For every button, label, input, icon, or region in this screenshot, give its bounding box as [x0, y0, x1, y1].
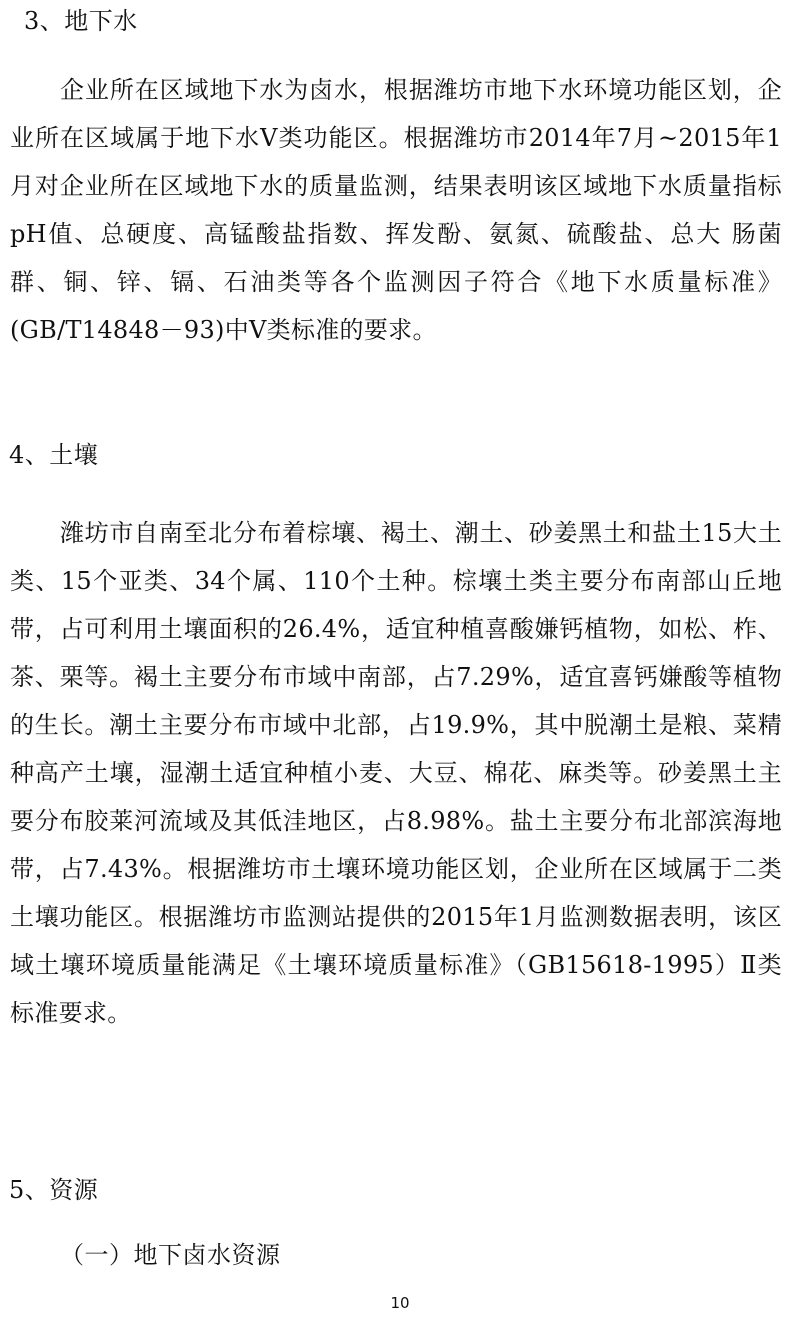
- section-heading-groundwater: 3、地下水: [24, 7, 138, 35]
- paragraph-groundwater: 企业所在区域地下水为卤水，根据潍坊市地下水环境功能区划，企业所在区域属于地下水Ⅴ类功能区。根据潍坊市2014年7月~2015年1月对企业所在区域地下水的质量监测，结果表明该区域地下水质量指标pH值、总硬度、高锰酸盐指数、挥发酚、氨氮、硫酸盐、总大 肠菌群、铜、锌、镉、石油类等各个监测因子符合《地下水质量标准》(GB/T14848－93)中Ⅴ类标准的要求。: [10, 76, 782, 344]
- section-heading-soil: 4、土壤: [9, 441, 99, 469]
- paragraph-soil: 潍坊市自南至北分布着棕壤、褐土、潮土、砂姜黑土和盐土15大土类、15个亚类、34个属、110个土种。棕壤土类主要分布南部山丘地带，占可利用土壤面积的26.4%，适宜种植喜酸嫌钙植物，如松、柞、茶、栗等。褐土主要分布市域中南部，占7.29%，适宜喜钙嫌酸等植物的生长。潮土主要分布市域中北部，占19.9%，其中脱潮土是粮、菜精种高产土壤，湿潮土适宜种植小麦、大豆、棉花、麻类等。砂姜黑土主要分布胶莱河流域及其低洼地区，占8.98%。盐土主要分布北部滨海地带，占7.43%。根据潍坊市土壤环境功能区划，企业所在区域属于二类土壤功能区。根据潍坊市监测站提供的2015年1月监测数据表明，该区域土壤环境质量能满足《土壤环境质量标准》（GB15618-1995）Ⅱ类标准要求。: [10, 519, 782, 1027]
- subheading-underground-brine: （一）地下卤水资源: [60, 1241, 281, 1269]
- page-number: 10: [390, 1294, 410, 1312]
- section-heading-resources: 5、资源: [9, 1176, 99, 1204]
